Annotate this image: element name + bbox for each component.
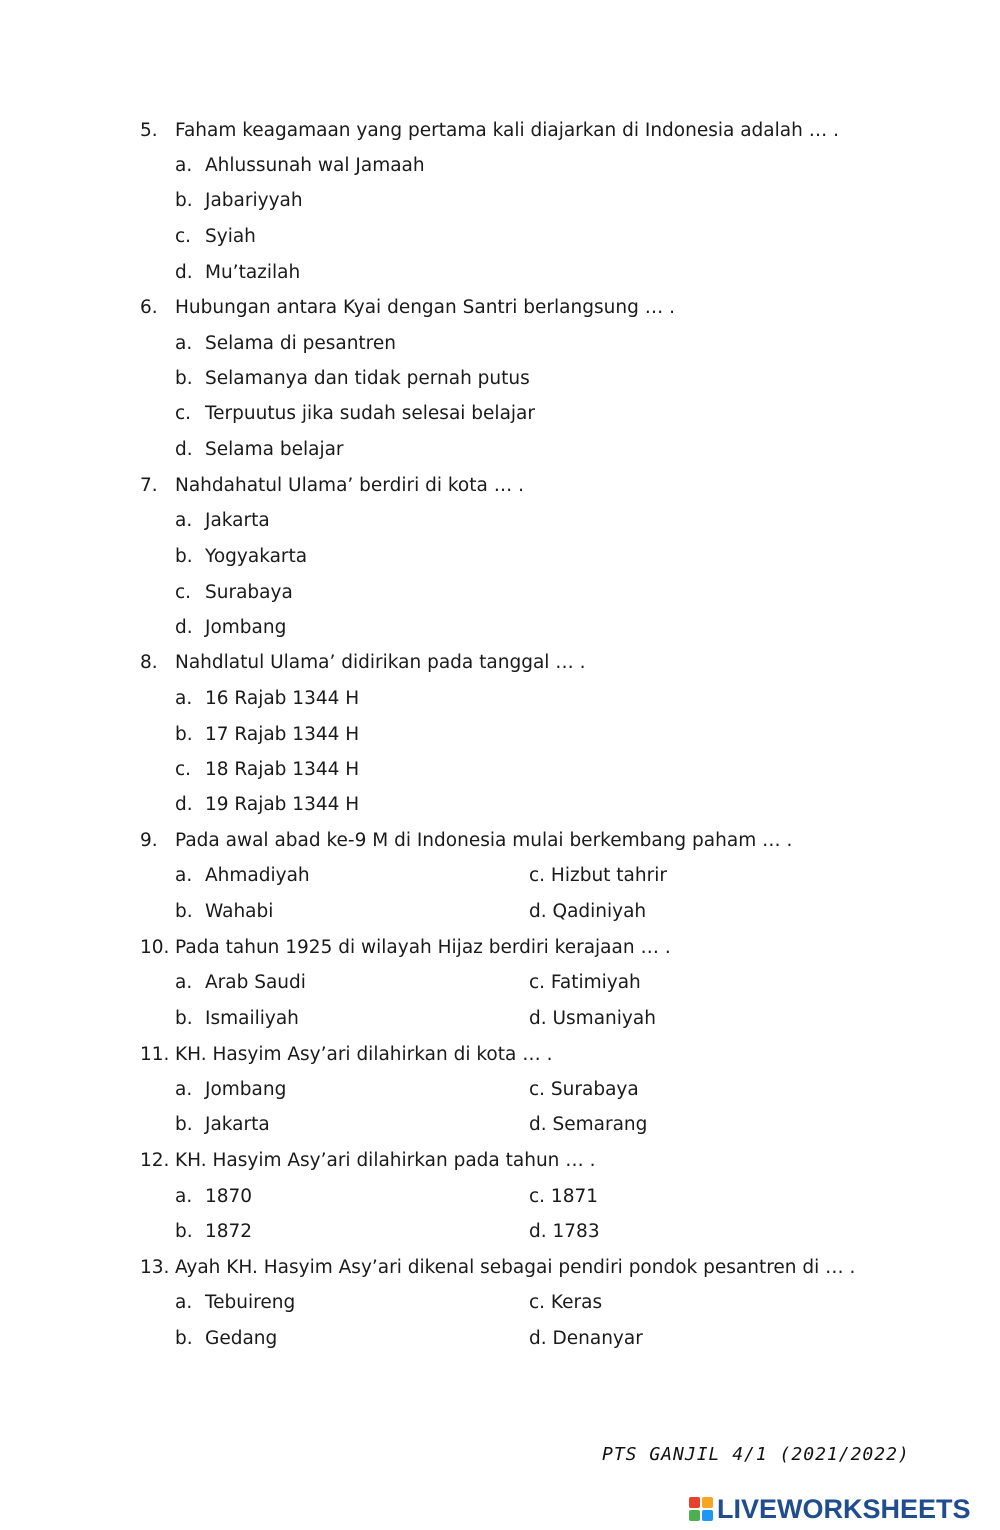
option-row-9-1 [0, 863, 1000, 889]
option-letter[interactable]: b. [175, 1221, 193, 1242]
option-row-11-1 [0, 1077, 1000, 1103]
question-number: 5. [140, 120, 158, 141]
option-right[interactable]: c. Surabaya [529, 1079, 639, 1100]
question-text: Hubungan antara Kyai dengan Santri berlangsung … . [175, 297, 675, 318]
option-right[interactable]: c. Hizbut tahrir [529, 865, 667, 886]
question-number: 9. [140, 830, 158, 851]
question-number: 7. [140, 475, 158, 496]
option-text: Mu’tazilah [205, 262, 301, 283]
option-text[interactable]: Jombang [205, 1079, 287, 1100]
question-text: KH. Hasyim Asy’ari dilahirkan di kota … . [175, 1044, 553, 1065]
option-text[interactable]: Tebuireng [205, 1292, 296, 1313]
option-text: 16 Rajab 1344 H [205, 688, 360, 709]
option-text: Selama belajar [205, 439, 344, 460]
option-row-10-2 [0, 1006, 1000, 1032]
option-letter[interactable]: a. [175, 1186, 193, 1207]
option-text: Jombang [205, 617, 287, 638]
option-letter[interactable]: b. [175, 901, 193, 922]
option-letter: b. [175, 190, 193, 211]
option-right[interactable]: d. 1783 [529, 1221, 600, 1242]
option-row-11-2 [0, 1112, 1000, 1138]
option-row-9-2 [0, 899, 1000, 925]
option-text: Jabariyyah [205, 190, 303, 211]
liveworksheets-logo-icon [689, 1497, 713, 1521]
option-text[interactable]: Ahmadiyah [205, 865, 310, 886]
option-text: Jakarta [205, 510, 270, 531]
option-letter[interactable]: a. [175, 1292, 193, 1313]
option-letter: b. [175, 546, 193, 567]
question-text: Ayah KH. Hasyim Asy’ari dikenal sebagai pendiri pondok pesantren di … . [175, 1257, 856, 1278]
question-number: 11. [140, 1044, 170, 1065]
option-row-13-1 [0, 1290, 1000, 1316]
option-text: Selama di pesantren [205, 333, 396, 354]
option-text: Selamanya dan tidak pernah putus [205, 368, 530, 389]
brand-name: LIVEWORKSHEETS [717, 1493, 971, 1524]
question-text: Nahdahatul Ulama’ berdiri di kota … . [175, 475, 524, 496]
option-right[interactable]: c. 1871 [529, 1186, 599, 1207]
option-text[interactable]: 1872 [205, 1221, 253, 1242]
option-right[interactable]: d. Qadiniyah [529, 901, 647, 922]
option-text: Terpuutus jika sudah selesai belajar [205, 403, 535, 424]
option-row-10-1 [0, 970, 1000, 996]
option-text: Yogyakarta [205, 546, 308, 567]
liveworksheets-brand[interactable] [689, 1494, 971, 1524]
option-text[interactable]: Arab Saudi [205, 972, 306, 993]
question-text: Pada tahun 1925 di wilayah Hijaz berdiri kerajaan … . [175, 937, 671, 958]
option-letter: c. [175, 759, 192, 780]
question-text: Nahdlatul Ulama’ didirikan pada tanggal … . [175, 652, 586, 673]
option-text: Surabaya [205, 582, 293, 603]
question-number: 10. [140, 937, 170, 958]
option-text: Syiah [205, 226, 256, 247]
option-text[interactable]: Gedang [205, 1328, 278, 1349]
option-letter[interactable]: b. [175, 1114, 193, 1135]
option-right[interactable]: d. Denanyar [529, 1328, 643, 1349]
option-letter: d. [175, 794, 193, 815]
option-letter: a. [175, 688, 193, 709]
question-number: 8. [140, 652, 158, 673]
question-text: Pada awal abad ke-9 M di Indonesia mulai berkembang paham … . [175, 830, 793, 851]
option-letter[interactable]: a. [175, 865, 193, 886]
option-text: 19 Rajab 1344 H [205, 794, 360, 815]
option-right[interactable]: c. Fatimiyah [529, 972, 641, 993]
option-text: 17 Rajab 1344 H [205, 724, 360, 745]
option-text[interactable]: Jakarta [205, 1114, 270, 1135]
question-number: 12. [140, 1150, 170, 1171]
option-letter: c. [175, 403, 192, 424]
option-letter: b. [175, 724, 193, 745]
question-text: KH. Hasyim Asy’ari dilahirkan pada tahun … . [175, 1150, 596, 1171]
option-letter: d. [175, 262, 193, 283]
option-row-12-1 [0, 1184, 1000, 1210]
option-text[interactable]: Ismailiyah [205, 1008, 299, 1029]
option-right[interactable]: c. Keras [529, 1292, 603, 1313]
option-right[interactable]: d. Usmaniyah [529, 1008, 656, 1029]
option-text: 18 Rajab 1344 H [205, 759, 360, 780]
option-letter[interactable]: a. [175, 1079, 193, 1100]
option-letter: c. [175, 582, 192, 603]
option-letter: d. [175, 439, 193, 460]
option-letter: a. [175, 333, 193, 354]
option-letter: a. [175, 155, 193, 176]
question-number: 6. [140, 297, 158, 318]
question-text: Faham keagamaan yang pertama kali diajarkan di Indonesia adalah … . [175, 120, 839, 141]
option-text: Ahlussunah wal Jamaah [205, 155, 425, 176]
option-text[interactable]: Wahabi [205, 901, 274, 922]
option-text[interactable]: 1870 [205, 1186, 253, 1207]
option-row-13-2 [0, 1326, 1000, 1352]
option-letter: b. [175, 368, 193, 389]
option-row-12-2 [0, 1219, 1000, 1245]
option-letter: a. [175, 510, 193, 531]
option-right[interactable]: d. Semarang [529, 1114, 648, 1135]
option-letter[interactable]: b. [175, 1328, 193, 1349]
option-letter: c. [175, 226, 192, 247]
option-letter[interactable]: b. [175, 1008, 193, 1029]
exam-footer-note: PTS GANJIL 4/1 (2021/2022) [602, 1444, 910, 1465]
question-number: 13. [140, 1257, 170, 1278]
option-letter[interactable]: a. [175, 972, 193, 993]
option-letter: d. [175, 617, 193, 638]
